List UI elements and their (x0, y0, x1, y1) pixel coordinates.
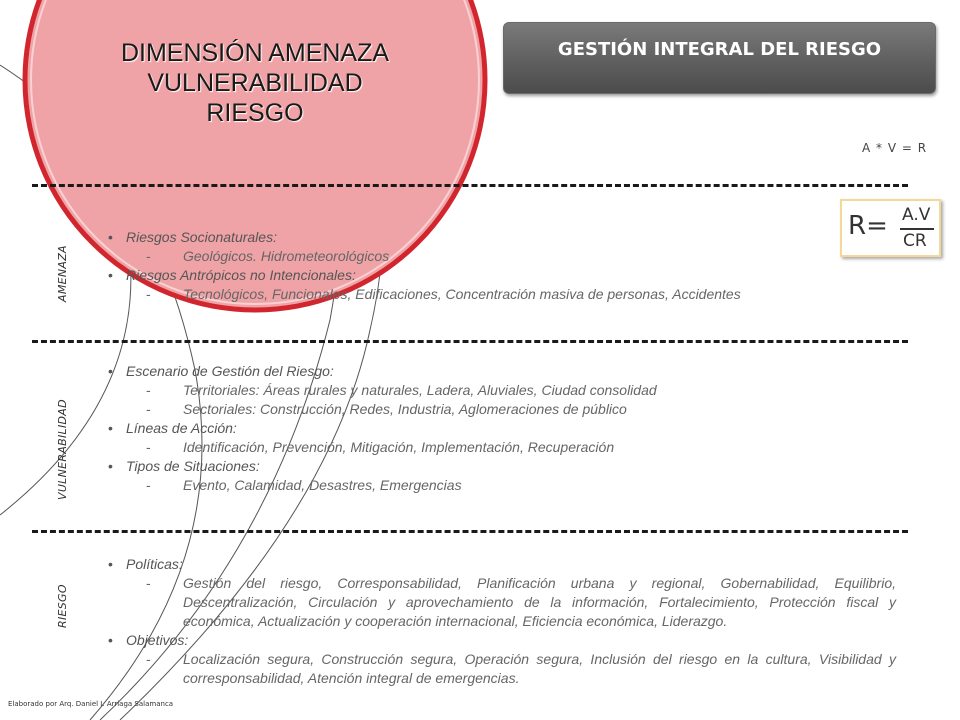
title-line-3: RIESGO (206, 99, 304, 127)
side-label-riesgo: RIESGO (56, 584, 69, 628)
riesgo-content (108, 555, 896, 688)
formula-denominator: CR (903, 231, 927, 251)
bullet-item: • Riesgos Socionaturales: (108, 228, 896, 247)
sub-item: - Geológicos. Hidrometeorológicos (108, 247, 896, 266)
title-line-1: DIMENSIÓN AMENAZA (120, 39, 390, 67)
title-line-2: VULNERABILIDAD (147, 69, 363, 97)
bullet-item: • Tipos de Situaciones: (108, 457, 896, 476)
formula-numerator: A.V (902, 205, 931, 225)
amenaza-content (108, 228, 896, 304)
side-label-vulnerabilidad: VULNERABILIDAD (56, 399, 69, 500)
gestion-integral-button[interactable] (503, 22, 936, 94)
fraction-bar (900, 228, 934, 230)
bullet-item: • Escenario de Gestión del Riesgo: (108, 362, 896, 381)
sub-item: - Evento, Calamidad, Desastres, Emergencias (108, 476, 896, 495)
bullet-item: • Políticas: (108, 555, 896, 574)
sub-item: - Territoriales: Áreas rurales y naturales, Ladera, Aluviales, Ciudad consolidad (108, 381, 896, 400)
section-divider (32, 530, 908, 533)
formula-text: A * V = R (862, 141, 928, 155)
section-divider (32, 340, 908, 343)
bullet-item: • Objetivos: (108, 631, 896, 650)
sub-item: - Gestión del riesgo, Corresponsabilidad, Planificación urbana y regional, Gobernabilidad, Equilibrio, Descentralización, Circulación y aprovechamiento de la información, Fortalecimiento, Protección fiscal y económica, Actualización y cooperación internacional, Eficiencia económica, Liderazgo. (108, 574, 896, 631)
side-label-amenaza: AMENAZA (56, 245, 69, 302)
sub-item: - Tecnológicos, Funcionales, Edificaciones, Concentración masiva de personas, Accidentes (108, 285, 896, 304)
dimension-title (70, 38, 440, 128)
sub-item: - Identificación, Prevención, Mitigación, Implementación, Recuperación (108, 438, 896, 457)
vulnerabilidad-content (108, 362, 896, 495)
bullet-item: • Líneas de Acción: (108, 419, 896, 438)
section-divider (32, 184, 908, 187)
sub-item: - Localización segura, Construcción segura, Operación segura, Inclusión del riesgo en la cultura, Visibilidad y corresponsabilidad, Atención integral de emergencias. (108, 650, 896, 688)
author-credit: Elaborado por Arq. Daniel I. Arriaga Salamanca (8, 700, 174, 708)
bullet-item: • Riesgos Antrópicos no Intencionales: (108, 266, 896, 285)
formula-lhs: R= (848, 211, 888, 241)
gestion-integral-label: GESTIÓN INTEGRAL DEL RIESGO (557, 39, 882, 60)
sub-item: - Sectoriales: Construcción, Redes, Industria, Aglomeraciones de público (108, 400, 896, 419)
